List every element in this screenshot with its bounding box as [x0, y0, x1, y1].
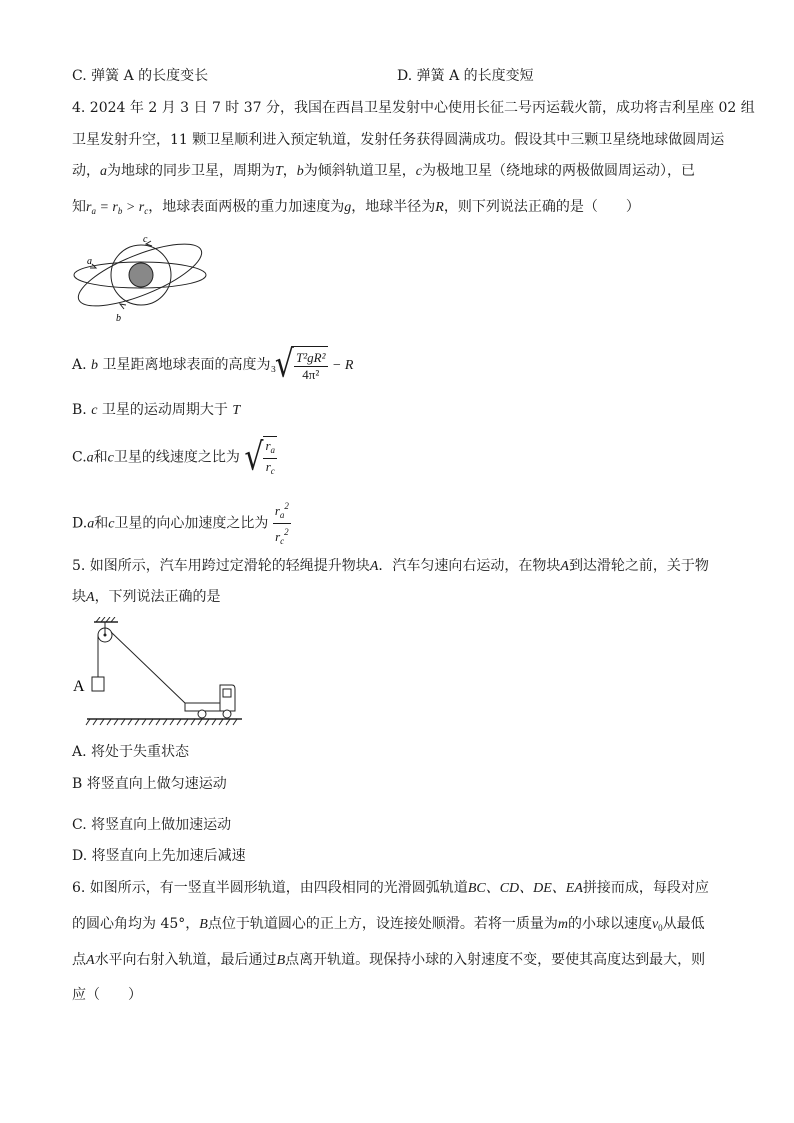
- var-A: A: [369, 559, 379, 574]
- text: 水平向右射入轨道，最后通过: [94, 952, 277, 968]
- sub-c: c: [144, 206, 149, 216]
- text: ，地球半径为: [351, 199, 436, 215]
- q5-stem-line1: [72, 556, 709, 577]
- text: 为倾斜轨道卫星，: [303, 163, 416, 179]
- text: 动，: [72, 163, 100, 179]
- var-b: b: [91, 358, 99, 373]
- var-A: A: [86, 953, 95, 968]
- option-letter: A.: [72, 357, 87, 373]
- var-b: b: [296, 164, 304, 179]
- q5-option-a: A. 将处于失重状态: [72, 744, 190, 760]
- denominator: $r_c^2$: [275, 527, 289, 546]
- q4-stem-line4: [72, 197, 640, 221]
- var-c: c: [108, 516, 115, 532]
- var-a: a: [87, 516, 95, 532]
- var-A: A: [86, 590, 95, 605]
- exponent: 2: [284, 501, 289, 511]
- rope-diagonal: [111, 632, 186, 704]
- option-letter: D.: [72, 515, 88, 532]
- q5-option-b: B 将竖直向上做匀速运动: [72, 776, 227, 792]
- q5-option-d: D. 将竖直向上先加速后减速: [72, 848, 246, 864]
- text: 卫星的运动周期大于: [101, 402, 228, 418]
- var-c: c: [415, 164, 423, 179]
- text: 和: [93, 449, 108, 466]
- var-a: a: [86, 450, 94, 466]
- radicand: [263, 436, 277, 479]
- formula-ra-rb-rc: $r_a = r_b > r_c$: [86, 200, 149, 216]
- q4-option-a: [72, 342, 354, 387]
- var-m: m: [557, 917, 568, 932]
- arc-names: BC、CD、DE、EA: [467, 881, 583, 896]
- var-c: c: [107, 450, 114, 466]
- fraction: [263, 438, 277, 479]
- text: 点离开轨道。现保持小球的入射速度不变，要使其高度达到最大，则: [285, 952, 706, 968]
- q4-option-c: [72, 436, 277, 479]
- q4-stem-line1: 4. 2024 年 2 月 3 日 7 时 37 分，我国在西昌卫星发射中心使用长征二号丙运载火箭，成功将吉利星座 02 组: [72, 100, 755, 116]
- radical-sign: √: [244, 435, 264, 479]
- sub-a: a: [91, 206, 96, 216]
- var-R: R: [435, 200, 444, 215]
- q6-stem-line4: 应（ ）: [72, 987, 142, 1003]
- q4-option-b: [72, 400, 240, 421]
- text: 点: [72, 952, 86, 968]
- sub-b: b: [117, 206, 123, 216]
- var-T: T: [232, 403, 241, 418]
- exponent: 2: [284, 527, 289, 537]
- q5-pulley-figure: [72, 617, 252, 729]
- text: 从最低: [662, 916, 705, 932]
- radical-sign: √: [274, 342, 295, 387]
- var-c: c: [91, 403, 98, 418]
- label-c: c: [143, 234, 148, 245]
- text: 和: [94, 515, 109, 532]
- text: 卫星的线速度之比为: [113, 449, 240, 466]
- text: 卫星距离地球表面的高度为: [102, 357, 271, 373]
- text: 的圆心角均为 45°，: [72, 916, 200, 932]
- pulley-axle: [104, 634, 107, 637]
- block-a: [92, 677, 104, 691]
- text: 知: [72, 199, 86, 215]
- truck: [185, 685, 235, 718]
- label-b: b: [116, 313, 121, 324]
- sub-0: 0: [658, 923, 663, 933]
- sub-c: c: [280, 536, 285, 546]
- text: 点位于轨道圆心的正上方，设连接处顺滑。若将一质量为: [207, 916, 558, 932]
- minus-R: − R: [331, 358, 354, 373]
- q5-stem-line2: [72, 587, 221, 608]
- var-B: B: [199, 917, 208, 932]
- cube-root: [270, 342, 328, 387]
- q6-stem-line1: [72, 878, 709, 899]
- radicand: [294, 346, 327, 384]
- q5-option-c: C. 将竖直向上做加速运动: [72, 817, 232, 833]
- q6-stem-line3: [72, 950, 705, 971]
- sub-a: a: [270, 445, 276, 455]
- text: 6. 如图所示，有一竖直半圆形轨道，由四段相同的光滑圆弧轨道: [72, 880, 468, 896]
- q3-option-d: D. 弹簧 A 的长度变短: [397, 68, 534, 84]
- arrow-icon: [120, 304, 126, 309]
- sub-c: c: [270, 466, 275, 476]
- text: 到达滑轮之前，关于物: [568, 558, 709, 574]
- ground-hatch: [86, 719, 237, 725]
- q6-stem-line2: [72, 914, 705, 938]
- text: 块: [72, 589, 86, 605]
- text: 为极地卫星（绕地球的两极做圆周运动），已: [422, 163, 696, 179]
- var-v: v: [651, 917, 659, 932]
- text: ，则下列说法正确的是（ ）: [443, 199, 640, 215]
- square-root: [244, 436, 277, 479]
- numerator: $r_a^2$: [273, 498, 291, 524]
- var-B: B: [276, 953, 286, 968]
- text: 5. 如图所示，汽车用跨过定滑轮的轻绳提升物块: [72, 558, 370, 574]
- text: 拼接而成，每段对应: [582, 880, 709, 896]
- text: 的小球以速度: [567, 916, 652, 932]
- denominator: 4π²: [302, 366, 320, 382]
- block-label: A: [73, 678, 85, 695]
- fraction: [294, 350, 327, 383]
- option-letter: C.: [72, 449, 87, 466]
- earth: [129, 263, 153, 287]
- numerator: $r_a$: [263, 438, 277, 459]
- q4-stem-line2: 卫星发射升空，11 颗卫星顺利进入预定轨道，发射任务获得圆满成功。假设其中三颗卫星绕地球做圆周运: [72, 132, 725, 148]
- label-a: a: [87, 256, 92, 267]
- text: 卫星的向心加速度之比为: [114, 515, 269, 532]
- q4-stem-line3: [72, 161, 695, 182]
- text: ，地球表面两极的重力加速度为: [148, 199, 345, 215]
- q3-option-c: C. 弹簧 A 的长度变长: [72, 68, 209, 84]
- numerator: T²gR²: [296, 349, 326, 365]
- sub-a: a: [279, 510, 285, 520]
- var-a: a: [100, 164, 107, 179]
- option-letter: B.: [72, 402, 87, 418]
- var-g: g: [344, 200, 352, 215]
- var-A: A: [560, 559, 569, 574]
- q4-orbit-figure: [70, 232, 210, 324]
- text: ，: [282, 163, 297, 179]
- root-index: 3: [270, 365, 277, 374]
- text: ．汽车匀速向右运动，在物块: [378, 558, 561, 574]
- q4-option-d: [72, 498, 291, 549]
- text: ，下列说法正确的是: [94, 589, 221, 605]
- fraction: [273, 498, 291, 549]
- denominator: $r_c$: [265, 459, 275, 476]
- var-T: T: [275, 164, 283, 179]
- text: 为地球的同步卫星，周期为: [107, 163, 275, 179]
